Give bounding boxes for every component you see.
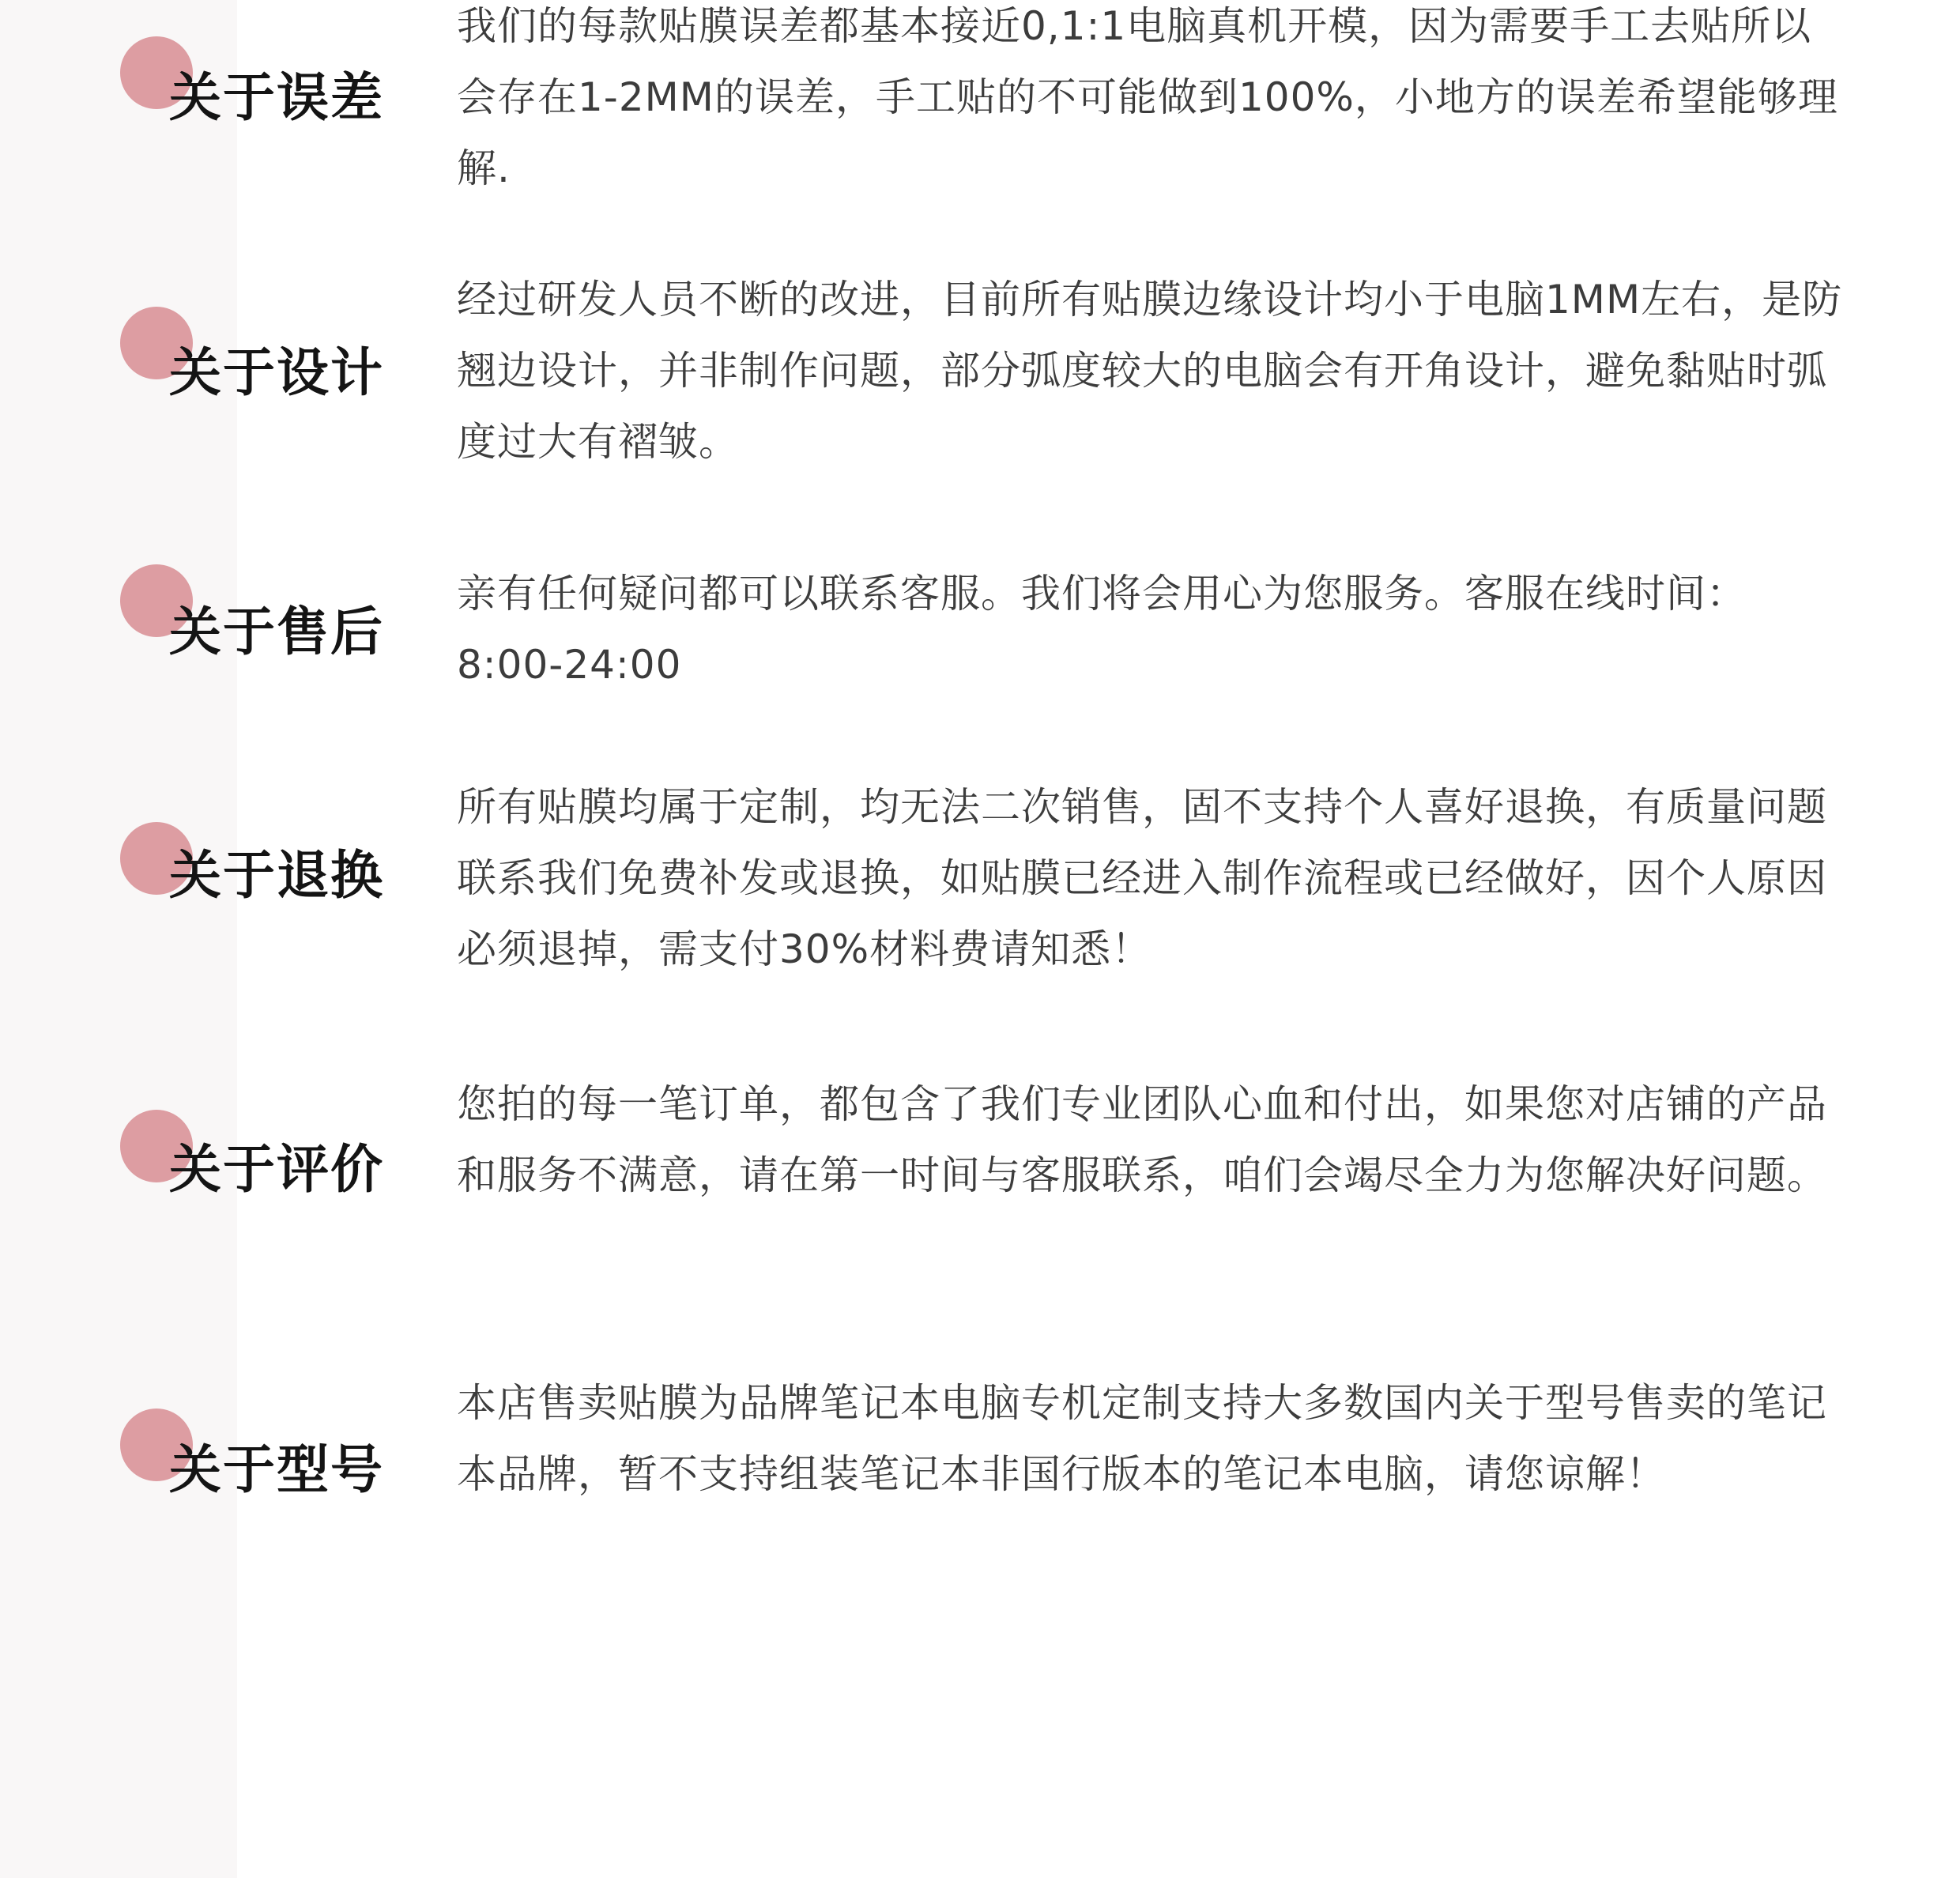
section-description: 本店售卖贴膜为品牌笔记本电脑专机定制支持大多数国内关于型号售卖的笔记本品牌，暂不支持组装笔记本非国行版本的笔记本电脑，请您谅解！ [457, 1380, 1827, 1497]
section-title: 关于型号 [169, 1439, 384, 1500]
section-title: 关于售后 [169, 601, 384, 662]
section-description: 所有贴膜均属于定制，均无法二次销售，固不支持个人喜好退换，有质量问题联系我们免费补发或退换，如贴膜已经进入制作流程或已经做好，因个人原因必须退掉，需支付30%材料费请知悉！ [457, 784, 1827, 972]
section-title: 关于评价 [169, 1139, 384, 1200]
section-description: 我们的每款贴膜误差都基本接近0,1:1电脑真机开模，因为需要手工去贴所以会存在1-2MM的误差，手工贴的不可能做到100%，小地方的误差希望能够理解. [457, 3, 1838, 191]
section-description: 亲有任何疑问都可以联系客服。我们将会用心为您服务。客服在线时间：8:00-24:00 [457, 571, 1747, 688]
section-title: 关于误差 [169, 67, 384, 128]
section-description: 您拍的每一笔订单，都包含了我们专业团队心血和付出，如果您对店铺的产品和服务不满意，请在第一时间与客服联系，咱们会竭尽全力为您解决好问题。 [457, 1081, 1827, 1198]
section-title: 关于退换 [169, 845, 384, 906]
section-description: 经过研发人员不断的改进，目前所有贴膜边缘设计均小于电脑1MM左右，是防翘边设计，并非制作问题，部分弧度较大的电脑会有开角设计，避免黏贴时弧度过大有褶皱。 [457, 277, 1843, 465]
left-background-band [0, 0, 237, 1878]
section-title: 关于设计 [169, 342, 384, 403]
